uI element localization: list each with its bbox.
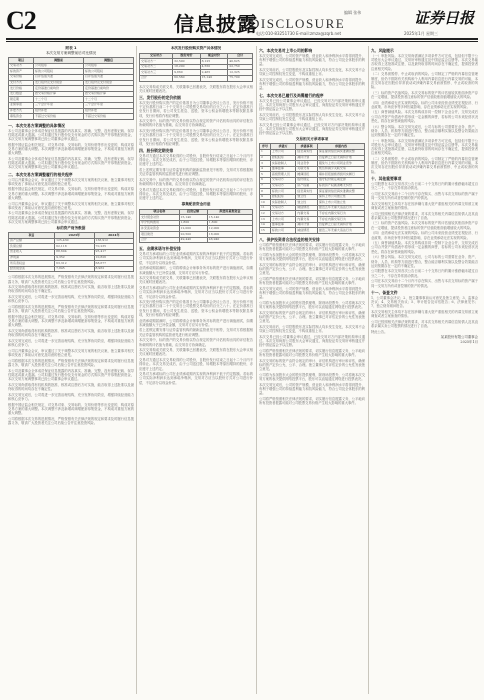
table-header-cell: 调整前 <box>34 58 84 64</box>
table-cell: 上市公司 <box>270 149 295 155</box>
table-header-cell: 拟使用募集资金 <box>207 209 252 215</box>
table-row <box>9 266 134 272</box>
table-cell: 发行股份及支付现金 <box>83 80 133 86</box>
section-title-en: DISCLOSURE <box>250 16 346 31</box>
table-cell: 12 <box>260 211 271 217</box>
table-cell: 发行股份及支付现金 <box>34 80 84 86</box>
table-header-cell: 调整后 <box>83 58 133 64</box>
section-title: 信息披露 <box>174 12 258 36</box>
paragraph: 公司将根据本次交易的进展情况，严格按照有关法律法规的规定和要求及时履行信息披露义务，敬请广大投资者关注公司后续公告并注意投资风险。 <box>8 275 134 284</box>
paragraph: 本公司及董事会全体成员保证信息披露的内容真实、准确、完整，没有虚假记载、误导性陈述或重大遗漏。公司拟通过发行股份及支付现金的方式购买资产并募集配套资金，本次交易方案调整事项已经公司董事会审议通过。 <box>8 156 134 170</box>
paragraph: 本次交易构成关联交易，关联董事已回避表决，关联股东将在股东大会审议相关议案时回避表决。 <box>139 84 253 93</box>
table-cell: 业绩承诺 <box>9 102 34 108</box>
signature-company: 某某股份有限公司董事会 <box>440 335 478 340</box>
paragraph: 公司将为参加股东大会的股东提供便利，除现场投票外，公司将就本次交易方案的表决提供网络投票平台，股东可以直接通过网络进行投票表决。 <box>259 300 365 309</box>
paragraph: 公司将根据本次交易的进展情况，严格按照有关法律法规的规定和要求及时履行信息披露义务，敬请广大投资者关注公司后续公告并注意投资风险。 <box>8 358 134 367</box>
section-heading: 二、本次交易方案调整履行的相关程序 <box>8 171 73 177</box>
paragraph: 本公司及董事会全体成员保证信息披露的内容真实、准确、完整，没有虚假记载、误导性陈述或重大遗漏。公司拟通过发行股份及支付现金的方式购买资产并募集配套资金，本次交易方案调整事项已经公司董事会审议通过。 <box>8 211 134 224</box>
column-1 <box>8 46 134 696</box>
paragraph: 公司股票在本次交易首次公告日前二十个交易日内的累计涨跌幅未超过百分之二十，不存在异常波动情况。 <box>371 269 478 278</box>
table-cell: 资产权属 <box>296 183 318 189</box>
paragraph: （二）交易被暂停、中止或取消的风险。公司制定了严格的内幕信息管理制度，但仍不排除有关机构和个人利用内幕信息进行内幕交易的可能，本次交易存在因股价异常波动或涉嫌内幕交易而被暂停、中止或取消的风险。 <box>371 72 478 89</box>
table-cell: 标的公司 <box>270 228 295 234</box>
table-title: 交易相关方承诺事项 <box>295 136 329 141</box>
table-header-cell: 承诺内容 <box>317 144 364 150</box>
table-header-cell: 承诺事项 <box>296 144 318 150</box>
paragraph: 业绩承诺期届满时，公司将聘请会计师事务所对标的资产进行减值测试，如期末减值额大于已补偿金额，交易对方应另行补偿。 <box>139 318 253 327</box>
table-row <box>260 228 365 234</box>
table-cell: 诚信情况 <box>296 205 318 211</box>
paragraph: （五）商誉减值风险。本次交易构成非同一控制下企业合并，交易完成后公司合并资产负债表中将形成一定金额的商誉，若标的公司未来经营状况恶化，将存在商誉减值的风险。 <box>371 241 478 254</box>
table-cell: 自复牌之日起无减持计划 <box>317 222 364 228</box>
table-cell: 中介机构费用 <box>140 220 180 226</box>
paragraph: 本次交易相关主体均不存在因涉嫌与重大资产重组相关的内幕交易被立案调查或者立案侦查的情形。 <box>371 309 478 319</box>
table-subtitle: 本次交易方案调整前后对比情况 <box>45 50 97 55</box>
paragraph: 公司已按照相关法律法规的要求，对本次交易相关内幕信息知情人及其直系亲属买卖公司股票的情况进行了自查。 <box>371 211 478 220</box>
table-cell: 规范和减少关联交易 <box>317 166 364 172</box>
table-cell: 同业竞争 <box>296 161 318 167</box>
column-2 <box>139 46 253 696</box>
table-cell: 18,000 <box>207 232 252 238</box>
paragraph: 根据中国证监会相关规定，对交易对象、交易标的、交易价格等作出变更的，构成对原交易方案的重大调整。本次调整不涉及新增或调增配套募集资金，不构成对重组方案的重大调整。 <box>8 187 134 200</box>
table-cell: 净利润 <box>9 255 55 261</box>
table-cell: 避免与上市公司同业竞争 <box>317 161 364 167</box>
column-divider <box>368 46 369 694</box>
paragraph: 根据中国证监会相关规定，对交易对象、交易标的、交易价格等作出变更的，构成对原交易方案的重大调整。本次调整不涉及新增或调增配套募集资金，不构成对重组方案的重大调整。 <box>8 314 134 328</box>
paragraph: 本次交易中，标的资产的交易价格以符合规定的资产评估机构出具的评估报告所载明的评估值为基础，由交易各方协商确定。 <box>139 338 253 347</box>
paragraph: 本次交易的标的资产由符合规定的审计、评估机构进行审计和评估，确保标的资产定价公允、公平、合理。独立董事已对评估定价的公允性发表独立意见。 <box>259 358 365 372</box>
table-cell: 减持计划 <box>296 155 318 161</box>
table-cell: 标的资产 <box>9 69 34 75</box>
paragraph: 交易对方承诺标的公司在业绩承诺期内实现的净利润不低于约定数额。若标的公司实际净利润未达到承诺净利润，交易对方应当以股份方式对公司进行补偿，不足部分以现金补偿。 <box>139 286 253 299</box>
table-cell: 内幕交易 <box>296 217 318 223</box>
paragraph: 本次交易中，标的资产的交易价格以符合规定的资产评估机构出具的评估报告所载明的评估值为基础，由交易各方协商确定。 <box>139 178 253 187</box>
table-cell: 内幕交易 <box>296 211 318 217</box>
date-line: 2025年1月 星期三 <box>404 31 438 36</box>
table-header-cell: 项目 <box>9 58 34 64</box>
table-cell: 18,200 <box>173 64 201 70</box>
table-cell: 摊薄回报 <box>296 172 318 178</box>
paragraph: 本公司及董事会全体成员保证信息披露的内容真实、准确、完整，没有虚假记载、误导性陈述或重大遗漏。公司拟通过发行股份及支付现金的方式购买资产并募集配套资金，本次交易方案调整事项已经公司董事会审议通过。 <box>8 128 134 142</box>
paragraph: （六）整合风险。本次交易完成后，公司与标的公司需要在业务、资产、财务、人员、机构等方面进行整合，整合能否顺利实施以及整合效果能否达到预期存在一定的不确定性。 <box>371 255 478 268</box>
editor-line: 编辑 张伟 <box>344 10 362 15</box>
section-heading: 三、发行股份的定价依据 <box>139 94 181 100</box>
paragraph: 本次交易完成后，公司将进一步完善治理结构，充分发挥协同效应，增强持续经营能力和核心竞争力。 <box>8 295 134 304</box>
column-divider <box>136 46 137 694</box>
comparison-table <box>8 57 134 120</box>
table-cell: 62,118 <box>55 244 94 250</box>
table-cell: 11 <box>260 205 271 211</box>
table-cell: 1,800 <box>207 220 252 226</box>
column-4 <box>371 46 478 696</box>
table-cell: 支付方式 <box>9 80 34 86</box>
table-cell: 遵守股份锁定期安排 <box>317 177 364 183</box>
table-cell: 关联交易 <box>296 166 318 172</box>
table-cell: 13 <box>260 217 271 223</box>
table-cell: 不超过交易价格 <box>83 114 133 120</box>
table-title: 标的资产财务数据 <box>56 225 86 230</box>
table-cell: 股份补偿 <box>83 108 133 114</box>
column-divider <box>256 46 257 694</box>
paragraph: （五）商誉减值风险。本次交易构成非同一控制下企业合并，交易完成后公司合并资产负债表中将形成一定金额的商誉，若标的公司未来经营状况恶化，将存在商誉减值的风险。 <box>371 110 478 123</box>
table-cell: 138,912 <box>94 238 133 244</box>
table-cell: 公司股东 <box>83 63 133 69</box>
table-cell: 交易对方三 <box>140 70 173 76</box>
table-cell: 项目建设 <box>140 232 180 238</box>
paragraph: （三）标的资产估值风险。本次交易标的资产的评估值较其账面净资产存在一定增值，提请投资者注意标的资产估值较账面值增值较大的风险。 <box>371 90 478 99</box>
table-cell: 12,325 <box>228 70 253 76</box>
paragraph: 本次交易前后，公司控股股东及实际控制人均未发生变化，本次交易不会导致公司控制权发生变更，不构成重组上市。 <box>259 68 365 77</box>
table-cell: 控股股东 <box>270 194 295 200</box>
table-title: 本次发行股份购买资产具体情况 <box>170 46 222 50</box>
table-cell: 9,860 <box>173 70 201 76</box>
section-heading: 六、本次交易对上市公司的影响 <box>259 48 313 53</box>
table-cell: 22,750 <box>228 64 253 70</box>
table-cell: 1,800 <box>179 220 207 226</box>
commitments-table <box>259 143 365 234</box>
table-cell: 75,700 <box>228 75 253 81</box>
table-cell: 营业收入 <box>9 249 55 255</box>
table-header-cell: 2023年 <box>55 233 94 239</box>
table-cell: 8,962 <box>94 266 133 272</box>
paragraph: 本次交易完成后，公司的资产规模、营业收入和净利润水平将得到提升，有利于增强公司的持续盈利能力和抗风险能力，符合公司及全体股东的利益。 <box>259 382 365 396</box>
table-cell: 募集资金 <box>9 114 34 120</box>
table-cell: 2,465 <box>200 70 228 76</box>
table-cell: 15,140 <box>207 215 252 221</box>
table-cell: 补偿方式 <box>9 108 34 114</box>
table-cell: 按交易价格计算 <box>34 91 84 97</box>
table-cell: 实际控制人 <box>270 200 295 206</box>
table-cell: 1 <box>260 149 271 155</box>
page-number: C2 <box>6 6 36 35</box>
table-cell: 15,140 <box>200 75 228 81</box>
table-cell: 交易对方 <box>9 63 34 69</box>
paragraph: 交易对方通过本次交易取得的公司股份，自股份发行结束之日起十二个月内不得转让。本次交易完成后，由于公司送红股、转增股本等原因增持的股份，亦应遵守上述约定。 <box>139 187 253 201</box>
table-cell: 最近五年无重大违法行为 <box>317 205 364 211</box>
table-cell: 公司股东 <box>34 63 84 69</box>
paragraph: 业绩承诺期届满时，公司将聘请会计师事务所对标的资产进行减值测试，如期末减值额大于已补偿金额，交易对方应另行补偿。 <box>139 266 253 275</box>
table-cell: 保证提供信息真实准确完整 <box>317 189 364 195</box>
table-cell: 独立性 <box>296 200 318 206</box>
paragraph: 根据中国证监会相关规定，对交易对象、交易标的、交易价格等作出变更的，构成对原交易方案的重大调整。本次调整不涉及新增或调增配套募集资金，不构成对重组方案的重大调整。 <box>8 142 134 156</box>
paragraph: 本次交易完成后，公司将进一步完善治理结构，充分发挥协同效应，增强持续经营能力和核心竞争力。 <box>8 392 134 401</box>
table-cell: 7,845 <box>55 266 94 272</box>
paragraph: 本次交易完成后，公司的资产规模、营业收入和净利润水平将得到提升，有利于增强公司的持续盈利能力和抗风险能力，符合公司及全体股东的利益。 <box>259 54 365 67</box>
table-cell: 以评估值为准 <box>83 74 133 80</box>
table-cell: 70,235 <box>94 244 133 250</box>
paragraph: 公司将为参加股东大会的股东提供便利，除现场投票外，公司将就本次交易方案的表决提供网络投票平台，股东可以直接通过网络进行投票表决。 <box>259 252 365 261</box>
paragraph: 本次交易完成后，公司的资产规模、营业收入和净利润水平将得到提升，有利于增强公司的持续盈利能力和抗风险能力，符合公司及全体股东的利益。 <box>259 286 365 300</box>
table-cell: 8,125 <box>200 59 228 65</box>
table-cell: 7 <box>260 183 271 189</box>
paragraph: 交易对方承诺标的公司在业绩承诺期内实现的净利润不低于约定数额。若标的公司实际净利润未达到承诺净利润，交易对方应当以股份方式对公司进行补偿，不足部分以现金补偿。 <box>139 372 253 385</box>
table-cell: 交易对方一 <box>140 59 173 65</box>
table-cell: 5 <box>260 172 271 178</box>
paragraph: 公司已按照相关法律法规的要求，对本次交易相关内幕信息知情人及其直系亲属买卖公司股票的情况进行了自查。 <box>371 319 478 328</box>
table-cell: 最近三年无重大违法行为 <box>317 228 364 234</box>
contact-line: 电话:010-83251730 E-mail:zmzx@zqrb.net <box>256 31 342 36</box>
table-cell: 三个会计年度 <box>34 102 84 108</box>
paragraph: 公司将严格按照相关法律法规的要求，切实履行信息披露义务，公平地向所有投资者披露可能对公司股票交易价格产生较大影响的重大事件。 <box>259 276 365 285</box>
section-heading: 五、业绩承诺与补偿安排 <box>139 246 181 252</box>
table-cell: 不存在内幕交易行为 <box>317 211 364 217</box>
table-row <box>9 114 134 120</box>
table-cell: 经营现金流 <box>9 266 55 272</box>
paragraph: 公司在本次交易前十二个月内不存在购买、出售与本次交易标的资产属于同一交易方所有或者控制的资产的情况。 <box>371 191 478 200</box>
masthead <box>6 6 478 36</box>
paragraph: 本次交易尚需取得有权机构的批准、核准或注册后方可实施，能否取得上述批准以及最终取得的时间均存在不确定性。 <box>8 329 134 338</box>
paragraph: 本次交易尚需取得有权机构的批准、核准或注册后方可实施，能否取得上述批准以及最终取得的时间均存在不确定性。 <box>8 285 134 294</box>
paragraph: 特此公告。 <box>371 329 388 334</box>
table-cell: 标的公司 <box>270 189 295 195</box>
paragraph: 本次交易完成后，公司的资产规模、营业收入和净利润水平将得到提升，有利于增强公司的持续盈利能力和抗风险能力，符合公司及全体股东的利益。 <box>259 78 365 91</box>
table-cell: 发行数量 <box>9 91 34 97</box>
paragraph: 公司将严格按照相关法律法规的要求，切实履行信息披露义务，公平地向所有投资者披露可能对公司股票交易价格产生较大影响的重大事件。 <box>259 242 365 252</box>
table-header-cell: 股份对价 <box>173 53 201 59</box>
paragraph: 公司在本次交易前十二个月内不存在购买、出售与本次交易标的资产属于同一交易方所有或者控制的资产的情况。 <box>371 279 478 288</box>
table-cell: 发行价格 <box>9 86 34 92</box>
table-cell: 46,940 <box>207 237 252 243</box>
paragraph: 本次交易尚需取得有权机构的批准、核准或注册后方可实施，能否取得上述批准以及最终取得的时间均存在不确定性。 <box>8 382 134 391</box>
table-cell: 保持上市公司独立性 <box>317 194 364 200</box>
masthead-rule <box>6 38 478 40</box>
table-cell: 自复牌之日起无减持计划 <box>317 155 364 161</box>
table-row <box>140 237 253 243</box>
table-cell: 40,625 <box>228 59 253 65</box>
table-cell: 交易价格 <box>9 74 34 80</box>
financial-table <box>8 232 134 272</box>
table-cell: 标的公司股权 <box>34 69 84 75</box>
table-cell: 49,440 <box>179 237 207 243</box>
table-cell: 减持计划 <box>296 222 318 228</box>
paragraph: 本次交易已经公司董事会审议通过，已经交易对方内部决策机构审议通过。本次交易尚需公司股东大会审议通过，尚需经证券交易所审核通过并经中国证监会予以注册。 <box>259 98 365 112</box>
table-cell: 10,826 <box>94 255 133 261</box>
table-cell: 资产总额 <box>9 238 55 244</box>
table-header-cell: 项目 <box>9 233 55 239</box>
table-header-cell: 序号 <box>260 144 271 150</box>
paragraph: 本次发行股份购买资产的定价基准日为公司董事会决议公告日，发行价格不低于定价基准日前二十个交易日公司股票交易均价的百分之八十。在定价基准日至发行日期间，若公司发生派息、送股、资本公积金转增股本等除权除息事项，发行价格将作相应调整。 <box>139 100 253 118</box>
paragraph: 交易对方通过本次交易取得的公司股份，自股份发行结束之日起十二个月内不得转让。本次交易完成后，由于公司送红股、转增股本等原因增持的股份，亦应遵守上述约定。 <box>139 154 253 167</box>
table-cell: 交易对方 <box>270 205 295 211</box>
fund-use-table <box>139 209 253 244</box>
table-cell: 高级管理人员 <box>270 172 295 178</box>
paragraph: 本次交易构成关联交易，关联董事已回避表决，关联股东将在股东大会审议相关议案时回避表决。 <box>139 348 253 357</box>
section-heading: 四、股份锁定期安排 <box>139 148 174 153</box>
table-cell: 交易对方 <box>270 183 295 189</box>
section-heading: 七、本次交易已履行及尚需履行的程序 <box>259 92 324 98</box>
table-cell: 95,417 <box>94 249 133 255</box>
table-cell: 12,000 <box>179 226 207 232</box>
table-cell: 诚信情况 <box>296 228 318 234</box>
table-cell: 4 <box>260 166 271 172</box>
table-header-cell: 承诺方 <box>270 144 295 150</box>
column-3 <box>259 46 365 696</box>
table-cell: 6 <box>260 177 271 183</box>
table-cell: 125,430 <box>55 238 94 244</box>
table-cell: 不超过交易价格 <box>34 114 84 120</box>
section-heading: 十一、备查文件 <box>371 289 398 295</box>
paragraph: 交易对方通过本次交易取得的公司股份，自股份发行结束之日起十二个月内不得转让。本次交易完成后，由于公司送红股、转增股本等原因增持的股份，亦应遵守上述约定。 <box>139 358 253 371</box>
table-cell: 信息真实性 <box>296 189 318 195</box>
table-cell: 标的公司股权 <box>83 69 133 75</box>
table-cell: 董事监事 <box>270 166 295 172</box>
paragraph: 本次交易中，标的资产的交易价格以符合规定的资产评估机构出具的评估报告所载明的评估值为基础，由交易各方协商确定。 <box>139 119 253 128</box>
paragraph: 公司召开董事会会议，审议通过了关于调整本次交易方案的相关议案，独立董事对相关事项发表了事前认可意见及同意的独立意见。 <box>8 348 134 358</box>
table-cell: 9 <box>260 194 271 200</box>
section-heading: 一、本次交易方案调整的具体情况 <box>8 122 65 128</box>
table-cell: 68,677 <box>94 261 133 267</box>
table-cell: 14 <box>260 222 271 228</box>
table-header-cell: 交易对方 <box>140 53 173 59</box>
table-cell: 股份锁定 <box>296 177 318 183</box>
paragraph: 公司将根据本次交易的进展情况，严格按照有关法律法规的规定和要求及时履行信息披露义务，敬请广大投资者关注公司后续公告并注意投资风险。 <box>8 416 134 425</box>
paragraph: 本公司及董事会全体成员保证信息披露的内容真实、准确、完整，没有虚假记载、误导性陈述或重大遗漏。公司拟通过发行股份及支付现金的方式购买资产并募集配套资金，本次交易方案调整事项已经公司董事会审议通过。 <box>8 368 134 382</box>
paragraph: 本次交易相关主体均不存在因涉嫌与重大资产重组相关的内幕交易被立案调查或者立案侦查的情形。 <box>371 201 478 210</box>
paragraph: （一）审批风险。本次交易尚需满足多项条件方可完成，包括但不限于公司股东大会审议通过、交易所审核通过及中国证监会注册等。本次交易能否取得上述批准或注册，以及最终取得的时间存在不确定性，提请投资者注意相关风险。 <box>371 138 478 156</box>
table-cell: 定价基准日前均价 <box>34 86 84 92</box>
table-cell: 不存在内幕交易行为 <box>317 217 364 223</box>
paragraph: 本次交易已经公司董事会审议通过，已经交易对方内部决策机构审议通过。本次交易尚需公司股东大会审议通过，尚需经证券交易所审核通过并经中国证监会予以注册。 <box>259 334 365 348</box>
table-header-cell: 投资总额 <box>179 209 207 215</box>
paragraph: （三）标的资产估值风险。本次交易标的资产的评估值较其账面净资产存在一定增值，提请投资者注意标的资产估值较账面值增值较大的风险。 <box>371 221 478 230</box>
paragraph: （二）交易被暂停、中止或取消的风险。公司制定了严格的内幕信息管理制度，但仍不排除有关机构和个人利用内幕信息进行内幕交易的可能，本次交易存在因股价异常波动或涉嫌内幕交易而被暂停、中止或取消的风险。 <box>371 156 478 174</box>
paragraph: 本次交易构成关联交易，关联董事已回避表决，关联股东将在股东大会审议相关议案时回避表决。 <box>139 276 253 285</box>
table-title: 募集配套资金用途 <box>181 202 211 207</box>
table-cell: 十二个月 <box>34 97 84 103</box>
paragraph: 本次发行股份购买资产的定价基准日为公司董事会决议公告日，发行价格不低于定价基准日前二十个交易日公司股票交易均价的百分之八十。在定价基准日至发行日期间，若公司发生派息、送股、资本公积金转增股本等除权除息事项，发行价格将作相应调整。 <box>139 300 253 317</box>
table-row <box>140 75 253 81</box>
table-cell: 十二个月 <box>83 97 133 103</box>
table-header-cell: 现金对价 <box>200 53 228 59</box>
table-cell: 12,000 <box>207 226 252 232</box>
table-cell: 补充流动资金 <box>140 226 180 232</box>
table-cell: 15 <box>260 228 271 234</box>
table-cell: 信息真实性 <box>296 149 318 155</box>
paragraph: 若上述锁定期安排与证券监管机构的最新监管意见不相符，交易对方将根据相关证券监管机构的监管意见进行相应调整。 <box>139 168 253 177</box>
table-cell: 三个会计年度 <box>83 102 133 108</box>
table-cell: 20,500 <box>179 232 207 238</box>
table-cell: 锁定期 <box>9 97 34 103</box>
table-cell: 保持上市公司独立性 <box>317 200 364 206</box>
table-cell: 63,312 <box>55 261 94 267</box>
paragraph: 本次交易的标的资产由符合规定的审计、评估机构进行审计和评估，确保标的资产定价公允、公平、合理。独立董事已对评估定价的公允性发表独立意见。 <box>259 310 365 324</box>
paragraph: 交易对方承诺标的公司在业绩承诺期内实现的净利润不低于约定数额。若标的公司实际净利润未达到承诺净利润，交易对方应当以股份方式对公司进行补偿，不足部分以现金补偿。 <box>139 252 253 265</box>
newspaper-logo: 证券日报 <box>414 9 475 27</box>
paragraph: （四）业绩承诺无法实现的风险。标的公司未来经营业绩受宏观经济、行业政策、市场竞争等多种因素影响，存在业绩承诺无法实现的风险。 <box>371 100 478 109</box>
table-cell: 所有者权益 <box>9 261 55 267</box>
signature-date: 2025年1月 <box>460 339 478 344</box>
table-cell: 交易对方 <box>270 211 295 217</box>
paragraph: （一）审批风险。本次交易尚需满足多项条件方可完成，包括但不限于公司股东大会审议通过、交易所审核通过及中国证监会注册等。本次交易能否取得上述批准或注册，以及最终取得的时间存在不确定性，提请投资者注意相关风险。 <box>371 54 478 71</box>
table-cell: 88,604 <box>55 249 94 255</box>
table-title: 附表 1 <box>65 46 77 50</box>
table-cell: 负债总额 <box>9 244 55 250</box>
paragraph: 公司股票在本次交易首次公告日前二十个交易日内的累计涨跌幅未超过百分之二十，不存在异常波动情况。 <box>371 181 478 190</box>
paragraph: 本次交易完成后，公司将进一步完善治理结构，充分发挥协同效应，增强持续经营能力和核心竞争力。 <box>8 338 134 348</box>
table-cell: 定价基准日前均价 <box>83 86 133 92</box>
table-cell: 15,140 <box>179 215 207 221</box>
table-cell: 董事监事 <box>270 222 295 228</box>
masthead-rule-thin <box>6 41 478 42</box>
table-cell: 合计 <box>140 75 173 81</box>
paragraph: 1、公司董事会决议；2、独立董事事前认可意见及独立意见；3、监事会决议；4、交易相关协议；5、审计报告及评估报告；6、法律意见书；7、独立财务顾问报告。 <box>371 295 478 309</box>
table-cell: 合计 <box>140 237 180 243</box>
table-cell: 保证提供信息真实准确完整 <box>317 149 364 155</box>
paragraph: 公司将根据本次交易的进展情况，严格按照有关法律法规的规定和要求及时履行信息披露义务，敬请广大投资者关注公司后续公告并注意投资风险。 <box>8 305 134 314</box>
paragraph: 根据中国证监会相关规定，对交易对象、交易标的、交易价格等作出变更的，构成对原交易方案的重大调整。本次调整不涉及新增或调增配套募集资金，不构成对重组方案的重大调整。 <box>8 402 134 416</box>
table-cell: 4,550 <box>200 64 228 70</box>
table-cell: 9,352 <box>55 255 94 261</box>
paragraph: 公司将严格按照相关法律法规的要求，切实履行信息披露义务，公平地向所有投资者披露可能对公司股票交易价格产生较大影响的重大事件。 <box>259 396 365 406</box>
table-cell: 2 <box>260 155 271 161</box>
table-cell: 按交易价格计算 <box>83 91 133 97</box>
table-cell: 上市公司 <box>270 217 295 223</box>
paragraph: 本次交易已经公司董事会审议通过，已经交易对方内部决策机构审议通过。本次交易尚需公司股东大会审议通过，尚需经证券交易所审核通过并经中国证监会予以注册。 <box>259 122 365 136</box>
table-cell: 独立性 <box>296 194 318 200</box>
table-cell: 60,560 <box>173 75 201 81</box>
paragraph: 本次交易前后，公司控股股东及实际控制人均未发生变化，本次交易不会导致公司控制权发生变更，不构成重组上市。 <box>259 112 365 121</box>
table-cell: 支付现金对价 <box>140 215 180 221</box>
table-cell: 3 <box>260 161 271 167</box>
table-cell: 32,500 <box>173 59 201 65</box>
paragraph: （四）业绩承诺无法实现的风险。标的公司未来经营业绩受宏观经济、行业政策、市场竞争等多种因素影响，存在业绩承诺无法实现的风险。 <box>371 231 478 240</box>
paragraph: 公司召开董事会会议，审议通过了关于调整本次交易方案的相关议案，独立董事对相关事项发表了事前认可意见及同意的独立意见。 <box>8 201 134 210</box>
table-header-cell: 2024年 <box>94 233 133 239</box>
table-cell: 标的资产权属清晰无纠纷 <box>317 183 364 189</box>
table-cell: 8 <box>260 189 271 195</box>
paragraph: 公司将严格按照相关法律法规的要求，切实履行信息披露义务，公平地向所有投资者披露可能对公司股票交易价格产生较大影响的重大事件。 <box>259 348 365 358</box>
share-issuance-table <box>139 53 253 82</box>
table-cell: 交易对方二 <box>140 64 173 70</box>
paragraph: 若上述锁定期安排与证券监管机构的最新监管意见不相符，交易对方将根据相关证券监管机构的监管意见进行相应调整。 <box>139 328 253 337</box>
table-cell: 实际控制人 <box>270 161 295 167</box>
table-cell: 控股股东 <box>270 155 295 161</box>
table-cell: 10 <box>260 200 271 206</box>
section-heading: 十、其他重要事项 <box>371 175 402 181</box>
paragraph: （六）整合风险。本次交易完成后，公司与标的公司需要在业务、资产、财务、人员、机构等方面进行整合，整合能否顺利实施以及整合效果能否达到预期存在一定的不确定性。 <box>371 124 478 137</box>
section-heading: 九、风险提示 <box>371 48 394 53</box>
table-header-cell: 项目名称 <box>140 209 180 215</box>
table-header-cell: 合计 <box>228 53 253 59</box>
paragraph: 公司召开董事会会议，审议通过了关于调整本次交易方案的相关议案，独立董事对相关事项发表了事前认可意见及同意的独立意见。 <box>8 177 134 186</box>
paragraph: 本次交易的标的资产由符合规定的审计、评估机构进行审计和评估，确保标的资产定价公允、公平、合理。独立董事已对评估定价的公允性发表独立意见。 <box>259 262 365 276</box>
paragraph: 本次发行股份购买资产的定价基准日为公司董事会决议公告日，发行价格不低于定价基准日前二十个交易日公司股票交易均价的百分之八十。在定价基准日至发行日期间，若公司发生派息、送股、资本公积金转增股本等除权除息事项，发行价格将作相应调整。 <box>139 129 253 146</box>
paragraph: 公司将为参加股东大会的股东提供便利，除现场投票外，公司将就本次交易方案的表决提供网络投票平台，股东可以直接通过网络进行投票表决。 <box>259 372 365 382</box>
section-heading: 八、保护投资者合法权益的相关安排 <box>259 236 320 242</box>
table-cell: 交易对方 <box>270 177 295 183</box>
table-cell: 填补回报措施得到切实履行 <box>317 172 364 178</box>
paragraph: 本次交易前后，公司控股股东及实际控制人均未发生变化，本次交易不会导致公司控制权发生变更，不构成重组上市。 <box>259 324 365 333</box>
table-cell: 以评估值为准 <box>34 74 84 80</box>
table-cell: 股份补偿 <box>34 108 84 114</box>
